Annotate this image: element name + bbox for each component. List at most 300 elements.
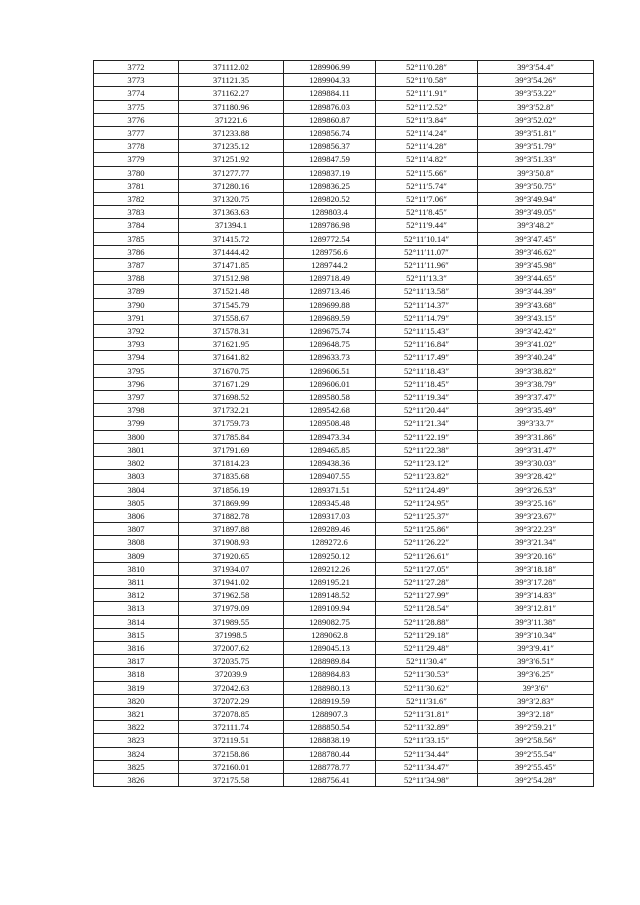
point-number-cell: 3776 [94,113,179,126]
point-number-cell: 3787 [94,259,179,272]
longitude-cell: 39°3′52.8″ [478,100,594,113]
y-coordinate-cell: 1288989.84 [284,655,376,668]
latitude-cell: 52°11′25.86″ [376,523,478,536]
latitude-cell: 52°11′23.12″ [376,457,478,470]
x-coordinate-cell: 371869.99 [179,496,284,509]
table-row [94,615,594,628]
y-coordinate-cell: 1288838.19 [284,734,376,747]
point-number-cell: 3778 [94,140,179,153]
latitude-cell: 52°11′13.58″ [376,285,478,298]
y-coordinate-cell: 1289272.6 [284,536,376,549]
x-coordinate-cell: 372175.58 [179,773,284,786]
y-coordinate-cell: 1289633.73 [284,351,376,364]
y-coordinate-cell: 1289675.74 [284,325,376,338]
latitude-cell: 52°11′30.62″ [376,681,478,694]
point-number-cell: 3798 [94,404,179,417]
x-coordinate-cell: 371698.52 [179,391,284,404]
latitude-cell: 52°11′27.05″ [376,562,478,575]
x-coordinate-cell: 372078.85 [179,707,284,720]
point-number-cell: 3806 [94,509,179,522]
longitude-cell: 39°3′28.42″ [478,470,594,483]
longitude-cell: 39°3′42.42″ [478,325,594,338]
x-coordinate-cell: 371162.27 [179,87,284,100]
latitude-cell: 52°11′21.34″ [376,417,478,430]
table-row [94,589,594,602]
table-row [94,377,594,390]
table-row [94,325,594,338]
table-row [94,285,594,298]
point-number-cell: 3803 [94,470,179,483]
point-number-cell: 3775 [94,100,179,113]
table-row [94,681,594,694]
latitude-cell: 52°11′26.22″ [376,536,478,549]
y-coordinate-cell: 1289606.01 [284,377,376,390]
x-coordinate-cell: 371621.95 [179,338,284,351]
y-coordinate-cell: 1289542.68 [284,404,376,417]
point-number-cell: 3815 [94,628,179,641]
y-coordinate-cell: 1289884.11 [284,87,376,100]
x-coordinate-cell: 371941.02 [179,575,284,588]
point-number-cell: 3826 [94,773,179,786]
table-row [94,153,594,166]
y-coordinate-cell: 1289689.59 [284,311,376,324]
table-row [94,470,594,483]
longitude-cell: 39°3′35.49″ [478,404,594,417]
longitude-cell: 39°3′10.34″ [478,628,594,641]
point-number-cell: 3784 [94,219,179,232]
longitude-cell: 39°3′50.8″ [478,166,594,179]
longitude-cell: 39°3′46.62″ [478,245,594,258]
y-coordinate-cell: 1289756.6 [284,245,376,258]
table-row [94,311,594,324]
longitude-cell: 39°3′44.65″ [478,272,594,285]
table-row [94,575,594,588]
y-coordinate-cell: 1289371.51 [284,483,376,496]
latitude-cell: 52°11′28.88″ [376,615,478,628]
point-number-cell: 3801 [94,443,179,456]
table-row [94,562,594,575]
point-number-cell: 3797 [94,391,179,404]
latitude-cell: 52°11′4.82″ [376,153,478,166]
longitude-cell: 39°3′38.82″ [478,364,594,377]
latitude-cell: 52°11′16.84″ [376,338,478,351]
table-row [94,351,594,364]
table-row [94,166,594,179]
x-coordinate-cell: 371471.85 [179,259,284,272]
latitude-cell: 52°11′0.28″ [376,61,478,74]
point-number-cell: 3802 [94,457,179,470]
y-coordinate-cell: 1289856.37 [284,140,376,153]
y-coordinate-cell: 1289407.55 [284,470,376,483]
table-row [94,259,594,272]
point-number-cell: 3782 [94,193,179,206]
longitude-cell: 39°3′2.83″ [478,694,594,707]
point-number-cell: 3799 [94,417,179,430]
table-row [94,602,594,615]
longitude-cell: 39°3′37.47″ [478,391,594,404]
table-row [94,298,594,311]
point-number-cell: 3808 [94,536,179,549]
longitude-cell: 39°3′22.23″ [478,523,594,536]
point-number-cell: 3810 [94,562,179,575]
point-number-cell: 3794 [94,351,179,364]
y-coordinate-cell: 1289148.52 [284,589,376,602]
y-coordinate-cell: 1289699.88 [284,298,376,311]
latitude-cell: 52°11′19.34″ [376,391,478,404]
longitude-cell: 39°3′11.38″ [478,615,594,628]
longitude-cell: 39°3′53.22″ [478,87,594,100]
x-coordinate-cell: 371251.92 [179,153,284,166]
table-row [94,61,594,74]
y-coordinate-cell: 1289648.75 [284,338,376,351]
point-number-cell: 3790 [94,298,179,311]
table-row [94,74,594,87]
table-row [94,509,594,522]
latitude-cell: 52°11′23.82″ [376,470,478,483]
x-coordinate-cell: 372119.51 [179,734,284,747]
table-row [94,417,594,430]
x-coordinate-cell: 371545.79 [179,298,284,311]
point-number-cell: 3795 [94,364,179,377]
x-coordinate-cell: 371920.65 [179,549,284,562]
point-number-cell: 3793 [94,338,179,351]
latitude-cell: 52°11′25.37″ [376,509,478,522]
x-coordinate-cell: 371578.31 [179,325,284,338]
point-number-cell: 3792 [94,325,179,338]
x-coordinate-cell: 371235.12 [179,140,284,153]
latitude-cell: 52°11′30.4″ [376,655,478,668]
longitude-cell: 39°3′43.15″ [478,311,594,324]
longitude-cell: 39°3′51.81″ [478,127,594,140]
point-number-cell: 3805 [94,496,179,509]
y-coordinate-cell: 1288756.41 [284,773,376,786]
point-number-cell: 3773 [94,74,179,87]
longitude-cell: 39°3′31.86″ [478,430,594,443]
point-number-cell: 3820 [94,694,179,707]
table-row [94,179,594,192]
x-coordinate-cell: 371897.88 [179,523,284,536]
y-coordinate-cell: 1289465.85 [284,443,376,456]
y-coordinate-cell: 1289580.58 [284,391,376,404]
longitude-cell: 39°3′25.16″ [478,496,594,509]
longitude-cell: 39°3′2.18″ [478,707,594,720]
table-row [94,443,594,456]
latitude-cell: 52°11′29.48″ [376,641,478,654]
longitude-cell: 39°2′55.45″ [478,760,594,773]
x-coordinate-cell: 371444.42 [179,245,284,258]
x-coordinate-cell: 371277.77 [179,166,284,179]
longitude-cell: 39°3′48.2″ [478,219,594,232]
latitude-cell: 52°11′32.89″ [376,721,478,734]
y-coordinate-cell: 1289045.13 [284,641,376,654]
table-row [94,272,594,285]
table-row [94,734,594,747]
latitude-cell: 52°11′5.66″ [376,166,478,179]
latitude-cell: 52°11′22.19″ [376,430,478,443]
point-number-cell: 3812 [94,589,179,602]
longitude-cell: 39°3′12.81″ [478,602,594,615]
point-number-cell: 3814 [94,615,179,628]
point-number-cell: 3811 [94,575,179,588]
point-number-cell: 3807 [94,523,179,536]
table-row [94,549,594,562]
y-coordinate-cell: 1289876.03 [284,100,376,113]
table-row [94,668,594,681]
latitude-cell: 52°11′8.45″ [376,206,478,219]
longitude-cell: 39°2′54.28″ [478,773,594,786]
point-number-cell: 3779 [94,153,179,166]
latitude-cell: 52°11′7.06″ [376,193,478,206]
y-coordinate-cell: 1289473.34 [284,430,376,443]
longitude-cell: 39°3′23.67″ [478,509,594,522]
x-coordinate-cell: 371732.21 [179,404,284,417]
latitude-cell: 52°11′13.3″ [376,272,478,285]
y-coordinate-cell: 1288919.59 [284,694,376,707]
point-number-cell: 3780 [94,166,179,179]
point-number-cell: 3781 [94,179,179,192]
point-number-cell: 3817 [94,655,179,668]
longitude-cell: 39°3′40.24″ [478,351,594,364]
table-row [94,113,594,126]
x-coordinate-cell: 371363.63 [179,206,284,219]
longitude-cell: 39°3′21.34″ [478,536,594,549]
x-coordinate-cell: 371856.19 [179,483,284,496]
longitude-cell: 39°2′59.21″ [478,721,594,734]
table-row [94,523,594,536]
y-coordinate-cell: 1289906.99 [284,61,376,74]
y-coordinate-cell: 1288778.77 [284,760,376,773]
y-coordinate-cell: 1288780.44 [284,747,376,760]
table-row [94,193,594,206]
latitude-cell: 52°11′9.44″ [376,219,478,232]
longitude-cell: 39°3′54.26″ [478,74,594,87]
x-coordinate-cell: 371934.07 [179,562,284,575]
longitude-cell: 39°3′18.18″ [478,562,594,575]
y-coordinate-cell: 1289718.49 [284,272,376,285]
longitude-cell: 39°3′33.7″ [478,417,594,430]
longitude-cell: 39°3′49.05″ [478,206,594,219]
latitude-cell: 52°11′22.38″ [376,443,478,456]
x-coordinate-cell: 371558.67 [179,311,284,324]
table-row [94,206,594,219]
x-coordinate-cell: 371221.6 [179,113,284,126]
longitude-cell: 39°3′44.39″ [478,285,594,298]
y-coordinate-cell: 1289744.2 [284,259,376,272]
point-number-cell: 3823 [94,734,179,747]
table-row [94,655,594,668]
x-coordinate-cell: 371521.48 [179,285,284,298]
table-row [94,694,594,707]
latitude-cell: 52°11′31.6″ [376,694,478,707]
y-coordinate-cell: 1288980.13 [284,681,376,694]
y-coordinate-cell: 1288850.54 [284,721,376,734]
latitude-cell: 52°11′14.79″ [376,311,478,324]
y-coordinate-cell: 1289820.52 [284,193,376,206]
x-coordinate-cell: 371512.98 [179,272,284,285]
x-coordinate-cell: 372007.62 [179,641,284,654]
latitude-cell: 52°11′15.43″ [376,325,478,338]
longitude-cell: 39°3′47.45″ [478,232,594,245]
latitude-cell: 52°11′11.96″ [376,259,478,272]
x-coordinate-cell: 371979.09 [179,602,284,615]
longitude-cell: 39°3′6.25″ [478,668,594,681]
longitude-cell: 39°3′14.83″ [478,589,594,602]
y-coordinate-cell: 1289289.46 [284,523,376,536]
point-number-cell: 3821 [94,707,179,720]
y-coordinate-cell: 1289847.59 [284,153,376,166]
latitude-cell: 52°11′30.53″ [376,668,478,681]
y-coordinate-cell: 1289212.26 [284,562,376,575]
longitude-cell: 39°3′50.75″ [478,179,594,192]
coordinates-table [93,60,594,787]
latitude-cell: 52°11′27.99″ [376,589,478,602]
latitude-cell: 52°11′31.81″ [376,707,478,720]
table-row [94,219,594,232]
y-coordinate-cell: 1289772.54 [284,232,376,245]
x-coordinate-cell: 371989.55 [179,615,284,628]
x-coordinate-cell: 371785.84 [179,430,284,443]
longitude-cell: 39°3′6″ [478,681,594,694]
table-row [94,430,594,443]
table-row [94,496,594,509]
x-coordinate-cell: 371882.78 [179,509,284,522]
x-coordinate-cell: 371791.69 [179,443,284,456]
table-row [94,140,594,153]
longitude-cell: 39°3′41.02″ [478,338,594,351]
latitude-cell: 52°11′1.91″ [376,87,478,100]
x-coordinate-cell: 371671.29 [179,377,284,390]
latitude-cell: 52°11′27.28″ [376,575,478,588]
y-coordinate-cell: 1289195.21 [284,575,376,588]
y-coordinate-cell: 1288907.3 [284,707,376,720]
point-number-cell: 3783 [94,206,179,219]
table-row [94,457,594,470]
x-coordinate-cell: 371962.58 [179,589,284,602]
point-number-cell: 3786 [94,245,179,258]
table-row [94,721,594,734]
x-coordinate-cell: 372160.01 [179,760,284,773]
table-row [94,127,594,140]
longitude-cell: 39°2′58.56″ [478,734,594,747]
point-number-cell: 3800 [94,430,179,443]
point-number-cell: 3774 [94,87,179,100]
longitude-cell: 39°3′6.51″ [478,655,594,668]
point-number-cell: 3772 [94,61,179,74]
point-number-cell: 3818 [94,668,179,681]
latitude-cell: 52°11′0.58″ [376,74,478,87]
y-coordinate-cell: 1289508.48 [284,417,376,430]
table-row [94,87,594,100]
longitude-cell: 39°3′49.94″ [478,193,594,206]
point-number-cell: 3819 [94,681,179,694]
longitude-cell: 39°3′51.33″ [478,153,594,166]
x-coordinate-cell: 371121.35 [179,74,284,87]
latitude-cell: 52°11′33.15″ [376,734,478,747]
x-coordinate-cell: 371112.02 [179,61,284,74]
y-coordinate-cell: 1289250.12 [284,549,376,562]
table-row [94,391,594,404]
table-row [94,773,594,786]
latitude-cell: 52°11′4.24″ [376,127,478,140]
table-row [94,245,594,258]
point-number-cell: 3813 [94,602,179,615]
longitude-cell: 39°3′43.68″ [478,298,594,311]
y-coordinate-cell: 1289062.8 [284,628,376,641]
point-number-cell: 3822 [94,721,179,734]
x-coordinate-cell: 371670.75 [179,364,284,377]
x-coordinate-cell: 372042.63 [179,681,284,694]
x-coordinate-cell: 371415.72 [179,232,284,245]
longitude-cell: 39°3′31.47″ [478,443,594,456]
y-coordinate-cell: 1289837.19 [284,166,376,179]
longitude-cell: 39°3′17.28″ [478,575,594,588]
y-coordinate-cell: 1289109.94 [284,602,376,615]
latitude-cell: 52°11′17.49″ [376,351,478,364]
x-coordinate-cell: 371180.96 [179,100,284,113]
longitude-cell: 39°3′9.41″ [478,641,594,654]
point-number-cell: 3785 [94,232,179,245]
latitude-cell: 52°11′20.44″ [376,404,478,417]
y-coordinate-cell: 1289606.51 [284,364,376,377]
y-coordinate-cell: 1289713.46 [284,285,376,298]
latitude-cell: 52°11′18.45″ [376,377,478,390]
table-row [94,364,594,377]
point-number-cell: 3804 [94,483,179,496]
latitude-cell: 52°11′14.37″ [376,298,478,311]
table-row [94,404,594,417]
latitude-cell: 52°11′2.52″ [376,100,478,113]
coordinates-table-body [94,61,594,787]
point-number-cell: 3788 [94,272,179,285]
point-number-cell: 3816 [94,641,179,654]
latitude-cell: 52°11′29.18″ [376,628,478,641]
x-coordinate-cell: 372111.74 [179,721,284,734]
longitude-cell: 39°3′51.79″ [478,140,594,153]
x-coordinate-cell: 372039.9 [179,668,284,681]
point-number-cell: 3809 [94,549,179,562]
y-coordinate-cell: 1288984.83 [284,668,376,681]
point-number-cell: 3796 [94,377,179,390]
table-row [94,100,594,113]
y-coordinate-cell: 1289345.48 [284,496,376,509]
x-coordinate-cell: 372072.29 [179,694,284,707]
y-coordinate-cell: 1289438.36 [284,457,376,470]
table-row [94,232,594,245]
longitude-cell: 39°3′38.79″ [478,377,594,390]
x-coordinate-cell: 371998.5 [179,628,284,641]
table-row [94,483,594,496]
longitude-cell: 39°3′20.16″ [478,549,594,562]
point-number-cell: 3791 [94,311,179,324]
y-coordinate-cell: 1289803.4 [284,206,376,219]
x-coordinate-cell: 371233.88 [179,127,284,140]
point-number-cell: 3777 [94,127,179,140]
table-row [94,338,594,351]
x-coordinate-cell: 371641.82 [179,351,284,364]
y-coordinate-cell: 1289082.75 [284,615,376,628]
x-coordinate-cell: 371394.1 [179,219,284,232]
table-row [94,760,594,773]
latitude-cell: 52°11′24.49″ [376,483,478,496]
table-row [94,707,594,720]
table-row [94,628,594,641]
y-coordinate-cell: 1289904.33 [284,74,376,87]
latitude-cell: 52°11′34.47″ [376,760,478,773]
longitude-cell: 39°3′30.03″ [478,457,594,470]
y-coordinate-cell: 1289856.74 [284,127,376,140]
x-coordinate-cell: 372035.75 [179,655,284,668]
table-row [94,747,594,760]
